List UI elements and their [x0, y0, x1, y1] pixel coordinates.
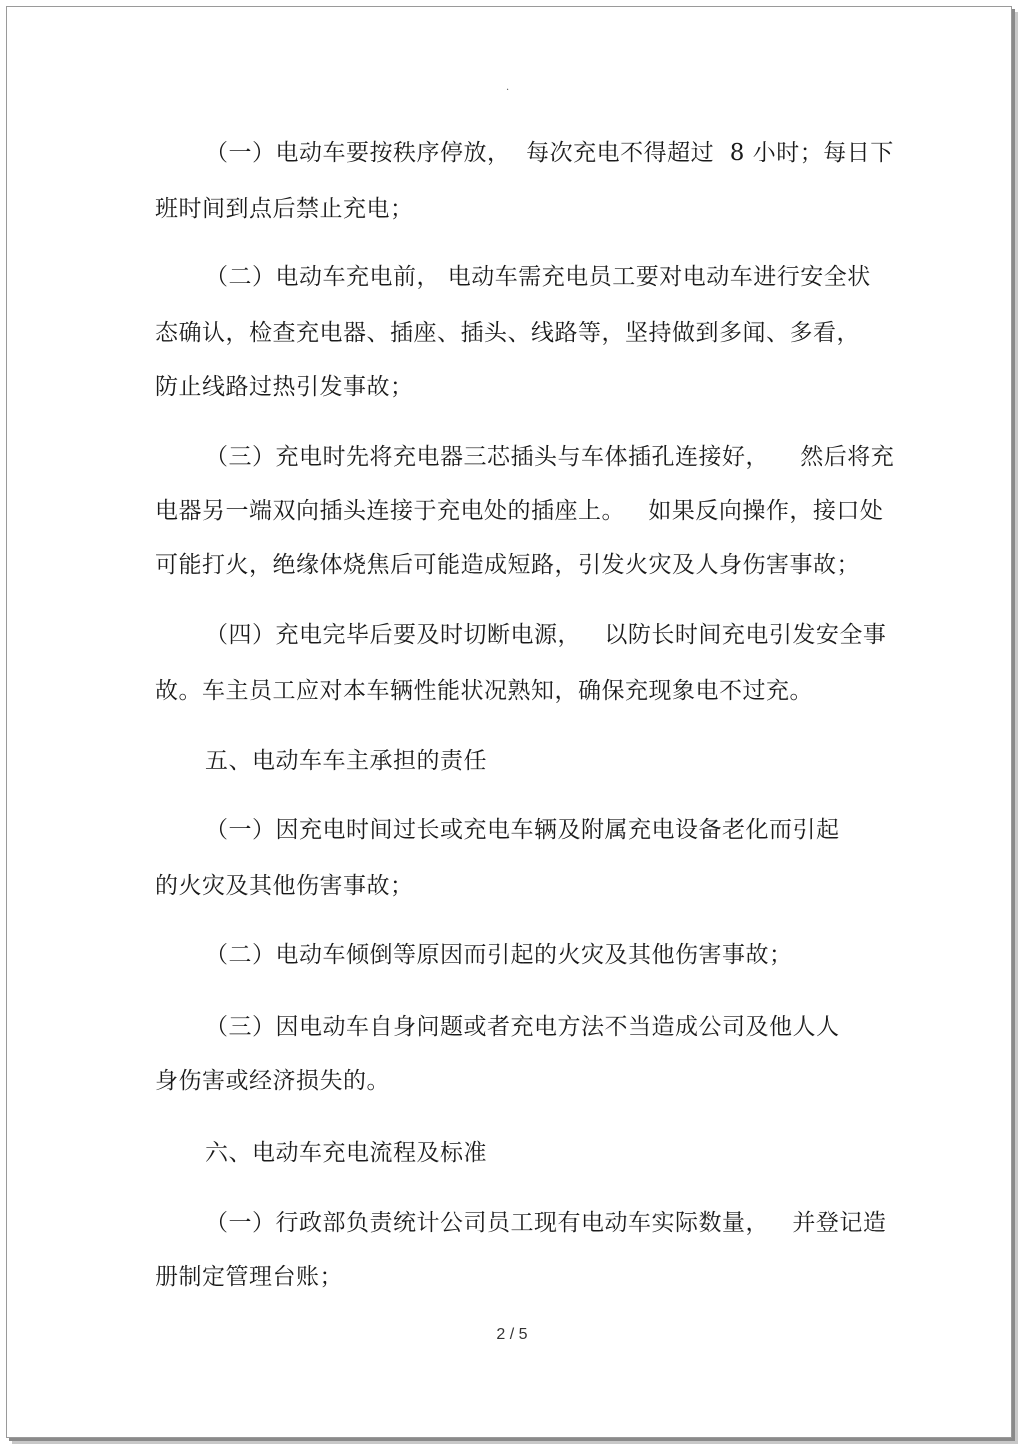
page-number: 2 / 5	[496, 1326, 528, 1343]
paragraph-line: （一）电动车要按秩序停放， 每次充电不得超过 8 小时；每日下	[205, 140, 894, 166]
paragraph-line: 的火灾及其他伤害事故；	[155, 873, 414, 899]
section-heading: 六、电动车充电流程及标准	[205, 1140, 487, 1166]
paragraph-line: 态确认，检查充电器、插座、插头、线路等，坚持做到多闻、多看，	[155, 320, 860, 346]
section-heading: 五、电动车车主承担的责任	[205, 748, 487, 774]
header-mark: .	[506, 82, 510, 93]
paragraph-line: 身伤害或经济损失的。	[155, 1068, 390, 1094]
paragraph-line: （二）电动车充电前， 电动车需充电员工要对电动车进行安全状	[205, 264, 871, 290]
paragraph-line: 班时间到点后禁止充电；	[155, 196, 414, 222]
paragraph-line: （一）行政部负责统计公司员工现有电动车实际数量， 并登记造	[205, 1210, 887, 1236]
paragraph-line: （三）充电时先将充电器三芯插头与车体插孔连接好， 然后将充	[205, 444, 895, 470]
paragraph-line: 故。车主员工应对本车辆性能状况熟知，确保充现象电不过充。	[155, 678, 813, 704]
paragraph-line: 可能打火，绝缘体烧焦后可能造成短路，引发火灾及人身伤害事故；	[155, 552, 860, 578]
paragraph-line: （二）电动车倾倒等原因而引起的火灾及其他伤害事故；	[205, 942, 793, 968]
paragraph-line: 防止线路过热引发事故；	[155, 374, 414, 400]
paragraph-line: （一）因充电时间过长或充电车辆及附属充电设备老化而引起	[205, 817, 840, 843]
paragraph-line: （四）充电完毕后要及时切断电源， 以防长时间充电引发安全事	[205, 622, 887, 648]
paragraph-line: 电器另一端双向插头连接于充电处的插座上。 如果反向操作，接口处	[155, 498, 884, 524]
paragraph-line: （三）因电动车自身问题或者充电方法不当造成公司及他人人	[205, 1014, 840, 1040]
paragraph-line: 册制定管理台账；	[155, 1264, 343, 1290]
